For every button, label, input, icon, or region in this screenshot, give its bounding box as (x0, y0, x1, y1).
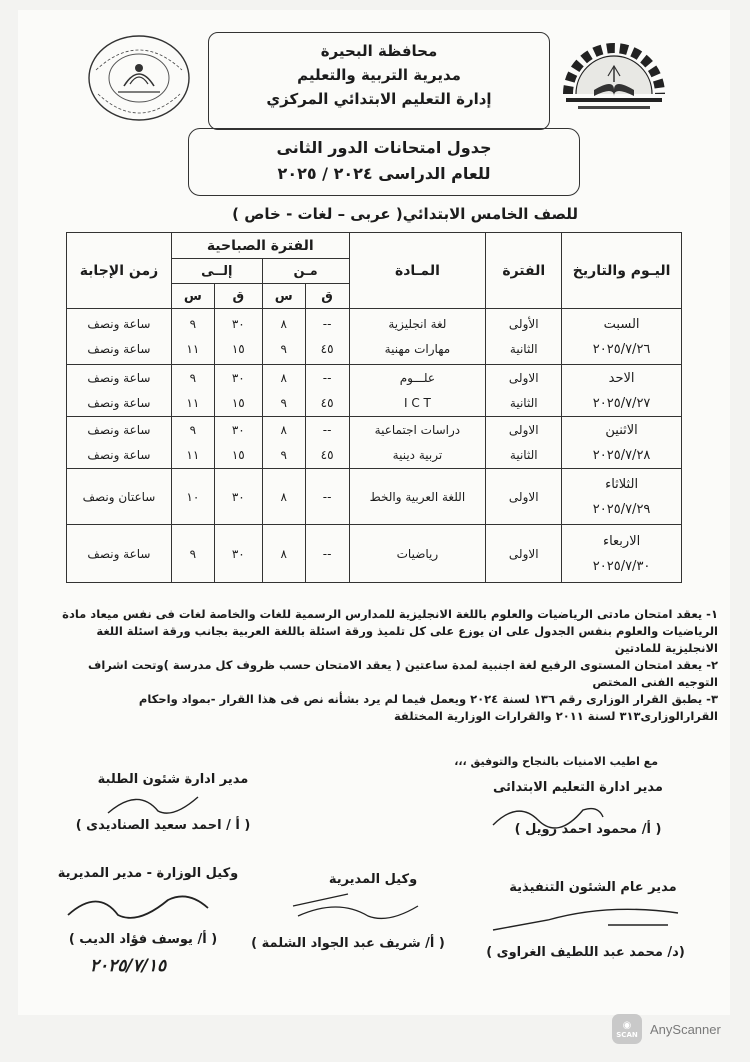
period-cell: الاولى (508, 370, 539, 385)
to-minute-cell: ١٥ (231, 395, 245, 410)
col-header-subject: المـادة (349, 233, 486, 309)
note-item: ١- يعقد امتحان مادتى الرياضيات والعلوم باللغة الانجليزية للمدارس الرسمية للغات والخاصة لغات فى نفس ميعاد مادة الرياضيات والعلوم بنفس الجدول على ان يوزع على كل تلميذ ورقة اسئلة باللغة العربية بجانب ورقة اسئلة اللغة الانجليزية للمادتين (62, 607, 718, 655)
to-minute-cell: ٣٠ (214, 469, 262, 525)
day-cell (562, 525, 682, 583)
signature-deputy-directorate-title: وكيل المديرية (328, 872, 418, 887)
exam-schedule-banner (188, 128, 580, 196)
period-cell: الأولى (508, 316, 539, 331)
table-row (67, 309, 682, 365)
grade-line: للصف الخامس الابتدائي( عربى – لغات - خاص ) (232, 205, 578, 223)
signature-undersecretary-title: وكيل الوزارة - مدير المديرية (57, 866, 239, 881)
day-date: ٢٠٢٥/٧/٢٧ (592, 395, 651, 411)
period-cell: الثانية (509, 447, 538, 462)
note-item: ٢- يعقد امتحان المستوى الرفيع لغة اجنبية لمدة ساعتين ( يعقد الامتحان حسب ظروف كل مدرسة )وتحت اشراف التوجيه الفنى المختص (87, 658, 718, 689)
from-hour-cell: ٨ (280, 316, 287, 331)
col-header-to: إلــى (171, 259, 262, 284)
subject-cell: لغة انجليزية (388, 316, 447, 331)
to-hour-cell: ٩ (189, 370, 197, 385)
day-cell (562, 309, 682, 365)
day-date: ٢٠٢٥/٧/٣٠ (592, 558, 651, 574)
directorate-name: مديرية التربية والتعليم (297, 66, 461, 84)
col-header-to-s: س (171, 284, 214, 309)
from-hour-cell: ٨ (262, 525, 305, 583)
period-cell: الاولى (508, 422, 539, 437)
to-minute-cell: ٣٠ (231, 316, 245, 331)
col-header-from-q: ق (305, 284, 349, 309)
from-minute-cell: ٤٥ (320, 447, 334, 462)
header-box (208, 32, 550, 130)
scanner-app-name: AnyScanner (650, 1021, 721, 1037)
to-minute-cell: ٣٠ (214, 525, 262, 583)
day-cell (562, 365, 682, 417)
subject-cell: مهارات مهنية (384, 341, 451, 356)
to-hour-cell: ١١ (186, 447, 200, 462)
note-item: ٣- يطبق القرار الوزارى رقم ١٣٦ لسنة ٢٠٢٤ ويعمل فيما لم يرد بشأنه نص فى هذا القرار -بمواد واحكام القرارالوزارى٣١٣ لسنة ٢٠١١ والقرارات الوزارية المختلفة (138, 692, 718, 723)
subject-cell: اللغة العربية والخط (349, 469, 486, 525)
scanner-app-brand (612, 1014, 721, 1044)
day-date: ٢٠٢٥/٧/٢٨ (592, 447, 651, 463)
table-row (67, 365, 682, 417)
subject-cell: تربية دينية (392, 447, 443, 462)
signature-scribble (488, 895, 688, 940)
period-cell: الثانية (509, 341, 538, 356)
to-hour-cell: ٩ (171, 525, 214, 583)
to-hour-cell: ١١ (186, 341, 200, 356)
from-minute-cell: -- (305, 469, 349, 525)
duration-cell: ساعتان ونصف (67, 469, 172, 525)
scan-badge-label: SCAN (616, 1030, 638, 1039)
to-minute-cell: ١٥ (231, 341, 245, 356)
col-header-day: اليـوم والتاريخ (562, 233, 682, 309)
ministry-gear-logo (558, 32, 670, 124)
col-header-morning: الفترة الصباحية (171, 233, 349, 259)
scan-app-icon: ◉ SCAN (612, 1014, 642, 1044)
notes-section (58, 606, 718, 725)
day-date: ٢٠٢٥/٧/٢٩ (592, 501, 651, 517)
day-name: السبت (603, 316, 640, 332)
signature-scribble (98, 785, 208, 825)
handwritten-date: ٢٠٢٥/٧/١٥ (89, 956, 167, 976)
day-cell (562, 417, 682, 469)
governorate-name: محافظة البحيرة (320, 42, 438, 60)
to-hour-cell: ١٠ (171, 469, 214, 525)
signature-primary-director-title: مدير ادارة التعليم الابتدائى (493, 780, 663, 795)
document-page (18, 10, 730, 1015)
day-name: الاحد (608, 370, 635, 386)
col-header-from: مـن (262, 259, 349, 284)
from-hour-cell: ٩ (280, 395, 287, 410)
period-cell: الاولى (486, 469, 562, 525)
to-minute-cell: ١٥ (231, 447, 245, 462)
directorate-seal-logo (84, 32, 194, 124)
duration-cell: ساعة ونصف (87, 370, 151, 385)
day-date: ٢٠٢٥/٧/٢٦ (592, 341, 651, 357)
from-minute-cell: ٤٥ (320, 395, 334, 410)
signature-students-affairs-name: ( أ / احمد سعيد الصناديدى ) (75, 818, 251, 833)
duration-cell: ساعة ونصف (87, 447, 151, 462)
to-hour-cell: ١١ (186, 395, 200, 410)
signature-primary-director-name: ( أ/ محمود احمد رويل ) (514, 822, 662, 837)
signature-scribble (288, 886, 428, 931)
from-minute-cell: -- (322, 316, 332, 331)
from-hour-cell: ٨ (262, 469, 305, 525)
table-row (67, 417, 682, 469)
day-name: الاثنين (605, 422, 638, 438)
duration-cell: ساعة ونصف (87, 422, 151, 437)
col-header-from-s: س (262, 284, 305, 309)
period-cell: الثانية (509, 395, 538, 410)
duration-cell: ساعة ونصف (87, 395, 151, 410)
signature-executive-affairs-name: (د/ محمد عبد اللطيف الغراوى ) (486, 945, 685, 960)
to-hour-cell: ٩ (189, 422, 197, 437)
from-minute-cell: -- (305, 525, 349, 583)
duration-cell: ساعة ونصف (87, 341, 151, 356)
subject-cell: علـــوم (399, 370, 436, 385)
signature-students-affairs-title: مدير ادارة شئون الطلبة (97, 772, 249, 787)
from-minute-cell: ٤٥ (320, 341, 334, 356)
col-header-duration: زمن الإجابة (67, 233, 172, 309)
signature-undersecretary-name: ( أ/ يوسف فؤاد الديب ) (68, 932, 218, 947)
exam-schedule-table (66, 232, 682, 583)
day-name: الثلاثاء (605, 476, 639, 492)
banner-year: للعام الدراسى ٢٠٢٤ / ٢٠٢٥ (277, 164, 491, 183)
administration-name: إدارة التعليم الابتدائي المركزي (266, 90, 492, 108)
banner-title: جدول امتحانات الدور الثانى (276, 138, 492, 157)
duration-cell: ساعة ونصف (87, 316, 151, 331)
col-header-period: الفترة (486, 233, 562, 309)
from-hour-cell: ٨ (280, 422, 287, 437)
signature-scribble (488, 795, 608, 835)
from-minute-cell: -- (322, 370, 332, 385)
closing-wishes: مع اطيب الامنيات بالنجاح والتوفيق ،،، (454, 755, 658, 768)
from-hour-cell: ٨ (280, 370, 287, 385)
signature-deputy-directorate-name: ( أ/ شريف عبد الجواد الشلمة ) (251, 936, 445, 951)
subject-cell: رياضيات (349, 525, 486, 583)
duration-cell: ساعة ونصف (67, 525, 172, 583)
day-cell (562, 469, 682, 525)
subject-cell: I C T (403, 395, 431, 410)
period-cell: الاولى (486, 525, 562, 583)
signature-scribble (58, 880, 218, 930)
to-hour-cell: ٩ (189, 316, 197, 331)
day-name: الاربعاء (602, 533, 641, 549)
from-hour-cell: ٩ (280, 447, 287, 462)
to-minute-cell: ٣٠ (231, 422, 245, 437)
table-row (67, 525, 682, 583)
from-minute-cell: -- (322, 422, 332, 437)
table-row (67, 469, 682, 525)
to-minute-cell: ٣٠ (231, 370, 245, 385)
from-hour-cell: ٩ (280, 341, 287, 356)
subject-cell: دراسات اجتماعية (374, 422, 461, 437)
col-header-to-q: ق (214, 284, 262, 309)
signature-executive-affairs-title: مدير عام الشئون التنفيذية (509, 880, 677, 895)
